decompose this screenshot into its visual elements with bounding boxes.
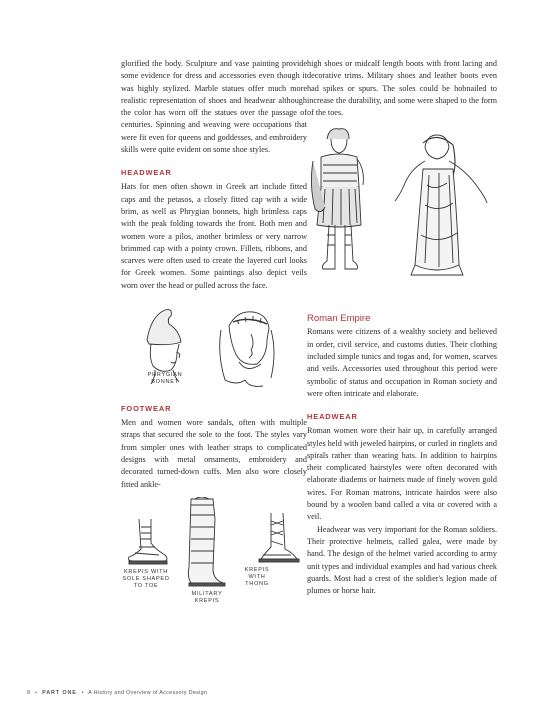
right-column [307, 58, 497, 597]
thong-krepis-caption [239, 567, 275, 589]
military-krepis-caption [187, 591, 227, 605]
page-footer [27, 690, 207, 696]
roman-headwear-paragraph-2: Headwear was very important for the Roman soldiers. Their protective helmets, called galea, were made by hand. The design of the helmet varied according to army unit types and individual examples and had various cheek guards. Most had a crest of the soldier's legion made of plumes or horse hair. [307, 524, 497, 596]
thong-caption-line-1: KREPIS [244, 566, 270, 573]
phrygian-caption-line-1: PHRYGIAN [147, 372, 183, 379]
roman-figures [307, 125, 497, 305]
headwear-heading-greek: HEADWEAR [121, 168, 172, 178]
krepis-sole-caption-line-3: TO TOE [133, 583, 159, 590]
footwear-heading: FOOTWEAR [121, 404, 172, 414]
left-column [121, 58, 307, 609]
headwear-heading-roman: HEADWEAR [307, 412, 358, 422]
shoes-figure [121, 497, 307, 609]
roman-headwear-paragraph-1: Roman women wore their hair up, in carefully arranged styles held with jeweled hairpins, or curled in ringlets and spirals rather than wearing hats. In addition to hairpins their complicated hairstyles were often decorated with elaborate diadems or hairnets made of finely woven gold wires. For Roman matrons, intricate hairdos were also bound by a woolen band called a vita or covered with a veil. [307, 426, 497, 522]
krepis-sole-caption-line-2: SOLE SHAPED [122, 576, 170, 583]
book-title: A History and Overview of Accessory Design [88, 690, 208, 696]
phrygian-figure [121, 300, 307, 398]
thong-caption-line-2: WITH [248, 574, 266, 581]
krepis-sole-caption [121, 569, 171, 591]
roman-soldier-and-woman-illustration [307, 125, 497, 305]
page-number: 8 [27, 690, 31, 696]
roman-empire-paragraph: Romans were citizens of a wealthy society and believed in order, civil service, and customs duties. Their clothing included simple tunics and togas and, for women, scarves and veils. Accessories used throughout this period were symbolic of status and occupation in Roman society and were often intricate and elaborate. [307, 327, 497, 398]
roman-empire-title: Roman Empire [307, 313, 371, 325]
krepis-sole-caption-line-1: KREPIS WITH [123, 568, 169, 575]
military-caption-line-2: KREPIS [194, 598, 220, 605]
headwear-paragraph-greek: Hats for men often shown in Greek art include fitted caps and the petasos, a closely fitted cap with a wide brim, as well as Phrygian bonnets, high brimless caps with the peak folding towards the front. Both men and women wore a pilos, another brimless or very narrow brimmed cap with a pointy crown. Fillets, ribbons, and scarves were often used to create the layered curl looks for Greek women. Some paintings also depict veils worn over the head or pulled across the face. [121, 182, 307, 290]
military-caption-line-1: MILITARY [191, 590, 223, 597]
intro-paragraph-right: high shoes or midcalf length boots with front lacing and decorative trims. Military shoes and leather boots even had spikes or spurs. The soles could be hobnailed to increase the durability, and some were shaped to the form of the toes. [307, 59, 497, 118]
thong-caption-line-3: THONG [245, 581, 269, 588]
phrygian-caption [147, 372, 183, 386]
intro-paragraph-left: glorified the body. Sculpture and vase painting provide some evidence for dress and accessories even though it was highly stylized. Marble statues offer much more realistic representation of shoes and headwear although the color has worn off the statues over the passage of centuries. Spinning and weaving were occupations that were fit even for queens and goddesses, and embroidery skills were quite evident on some shoe styles. [121, 59, 307, 155]
footer-separator: • [81, 690, 84, 696]
phrygian-caption-line-2: BONNET [151, 379, 179, 386]
part-label: PART ONE [42, 690, 77, 696]
footer-separator: • [35, 690, 38, 696]
footwear-paragraph: Men and women wore sandals, often with multiple straps that secured the sole to the foot. The styles vary from simpler ones with leather straps to complicated designs with metal ornaments, embroidery and decorated turned-down cuffs. Men also wore closely fitted ankle- [121, 418, 307, 489]
